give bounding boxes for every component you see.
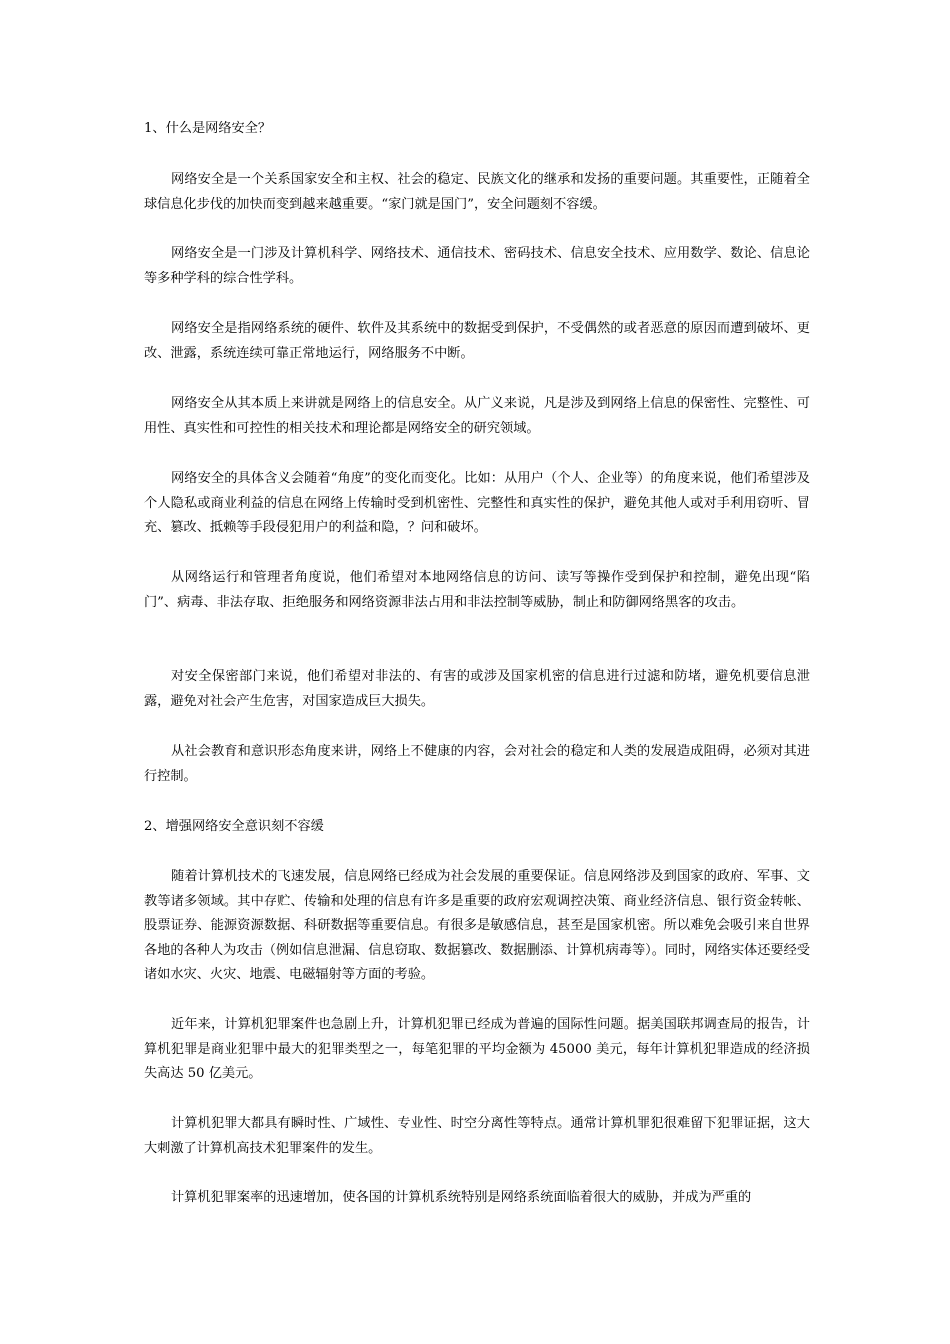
paragraph-6: 从网络运行和管理者角度说，他们希望对本地网络信息的访问、读写等操作受到保护和控制，避免出现“陷门”、病毒、非法存取、拒绝服务和网络资源非法占用和非法控制等威胁，制止和防御网络黑客的攻击。	[144, 570, 810, 610]
section-heading-1: 1、什么是网络安全？	[144, 121, 272, 136]
paragraph-8: 从社会教育和意识形态角度来讲，网络上不健康的内容，会对社会的稳定和人类的发展造成阻碍，必须对其进行控制。	[144, 744, 810, 784]
paragraph-12: 计算机犯罪案率的迅速增加，使各国的计算机系统特别是网络系统面临着很大的威胁，并成为严重的	[171, 1190, 752, 1205]
paragraph-9: 随着计算机技术的飞速发展，信息网络已经成为社会发展的重要保证。信息网络涉及到国家的政府、军事、文教等诸多领域。其中存贮、传输和处理的信息有许多是重要的政府宏观调控决策、商业经济信息、银行资金转帐、股票证券、能源资源数据、科研数据等重要信息。有很多是敏感信息，甚至是国家机密。所以难免会吸引来自世界各地的各种人为攻击（例如信息泄漏、信息窃取、数据篡改、数据删添、计算机病毒等）。同时，网络实体还要经受诸如水灾、火灾、地震、电磁辐射等方面的考验。	[144, 869, 810, 982]
paragraph-10: 近年来，计算机犯罪案件也急剧上升，计算机犯罪已经成为普遍的国际性问题。据美国联邦调查局的报告，计算机犯罪是商业犯罪中最大的犯罪类型之一，每笔犯罪的平均金额为 45000 美元，每年计算机犯罪造成的经济损失高达 50 亿美元。	[144, 1017, 810, 1081]
paragraph-5: 网络安全的具体含义会随着“角度”的变化而变化。比如：从用户（个人、企业等）的角度来说，他们希望涉及个人隐私或商业利益的信息在网络上传输时受到机密性、完整性和真实性的保护，避免其他人或对手利用窃听、冒充、篡改、抵赖等手段侵犯用户的利益和隐，？问和破坏。	[144, 471, 810, 535]
paragraph-2: 网络安全是一门涉及计算机科学、网络技术、通信技术、密码技术、信息安全技术、应用数学、数论、信息论等多种学科的综合性学科。	[144, 246, 810, 286]
paragraph-4: 网络安全从其本质上来讲就是网络上的信息安全。从广义来说，凡是涉及到网络上信息的保密性、完整性、可用性、真实性和可控性的相关技术和理论都是网络安全的研究领域。	[144, 396, 810, 436]
section-heading-2: 2、增强网络安全意识刻不容缓	[144, 819, 324, 834]
paragraph-7: 对安全保密部门来说，他们希望对非法的、有害的或涉及国家机密的信息进行过滤和防堵，避免机要信息泄露，避免对社会产生危害，对国家造成巨大损失。	[144, 669, 810, 709]
paragraph-1: 网络安全是一个关系国家安全和主权、社会的稳定、民族文化的继承和发扬的重要问题。其重要性，正随着全球信息化步伐的加快而变到越来越重要。“家门就是国门”，安全问题刻不容缓。	[144, 172, 810, 212]
paragraph-11: 计算机犯罪大都具有瞬时性、广域性、专业性、时空分离性等特点。通常计算机罪犯很难留下犯罪证据，这大大刺激了计算机高技术犯罪案件的发生。	[144, 1116, 810, 1156]
paragraph-3: 网络安全是指网络系统的硬件、软件及其系统中的数据受到保护，不受偶然的或者恶意的原因而遭到破坏、更改、泄露，系统连续可靠正常地运行，网络服务不中断。	[144, 321, 810, 361]
